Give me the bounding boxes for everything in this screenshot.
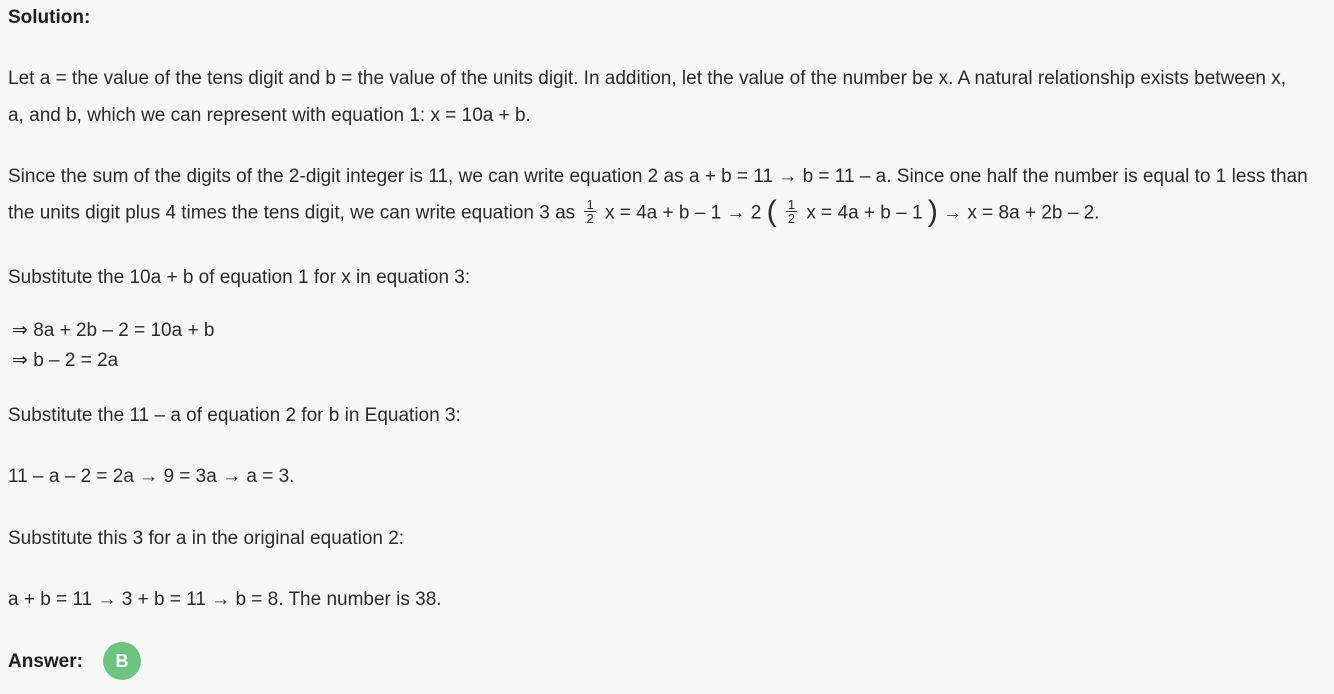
paragraph-2-text-a: the units digit plus 4 times the tens digit, we can write equation 3 as	[8, 202, 576, 224]
step-2-text: Substitute the 11 – a of equation 2 for b in Equation 3:	[8, 405, 461, 426]
step-3-text: Substitute this 3 for a in the original equation 2:	[8, 528, 405, 549]
paragraph-2-text-b: x = 4a + b – 1 → 2	[604, 202, 762, 224]
fraction-one-half	[584, 198, 595, 225]
fraction-denominator-inner: 2	[787, 211, 796, 226]
paragraph-2-text-d: → x = 8a + 2b – 2.	[943, 202, 1100, 224]
step-1-equation-2: ⇒ b – 2 = 2a	[12, 350, 119, 371]
paragraph-1-line-1: Let a = the value of the tens digit and b = the value of the units digit. In addition, let the value of the number be x. A natural relationship exists between x,	[8, 68, 1287, 89]
paragraph-1-line-2: a, and b, which we can represent with equation 1: x = 10a + b.	[8, 105, 531, 126]
fraction-denominator: 2	[586, 211, 594, 226]
solution-heading: Solution:	[8, 7, 91, 28]
step-2-equation: 11 – a – 2 = 2a → 9 = 3a → a = 3.	[8, 466, 295, 487]
paragraph-2-text-c: x = 4a + b – 1	[806, 202, 923, 224]
step-3-equation: a + b = 11 → 3 + b = 11 → b = 8. The number is 38.	[8, 589, 442, 610]
answer-label: Answer:	[8, 651, 83, 672]
close-parenthesis: )	[927, 194, 938, 228]
step-1-equation-1: ⇒ 8a + 2b – 2 = 10a + b	[12, 320, 215, 341]
fraction-one-half-inner	[786, 198, 797, 225]
answer-badge: B	[103, 642, 141, 680]
fraction-numerator-inner: 1	[787, 197, 796, 212]
open-parenthesis: (	[766, 194, 777, 228]
step-1-text: Substitute the 10a + b of equation 1 for x in equation 3:	[8, 267, 471, 288]
fraction-numerator: 1	[586, 197, 594, 212]
paragraph-2-line-2	[8, 194, 1100, 228]
paragraph-2-line-1: Since the sum of the digits of the 2-digit integer is 11, we can write equation 2 as a + b = 11 → b = 11 – a. Since one half the number is equal to 1 less than	[8, 166, 1308, 187]
